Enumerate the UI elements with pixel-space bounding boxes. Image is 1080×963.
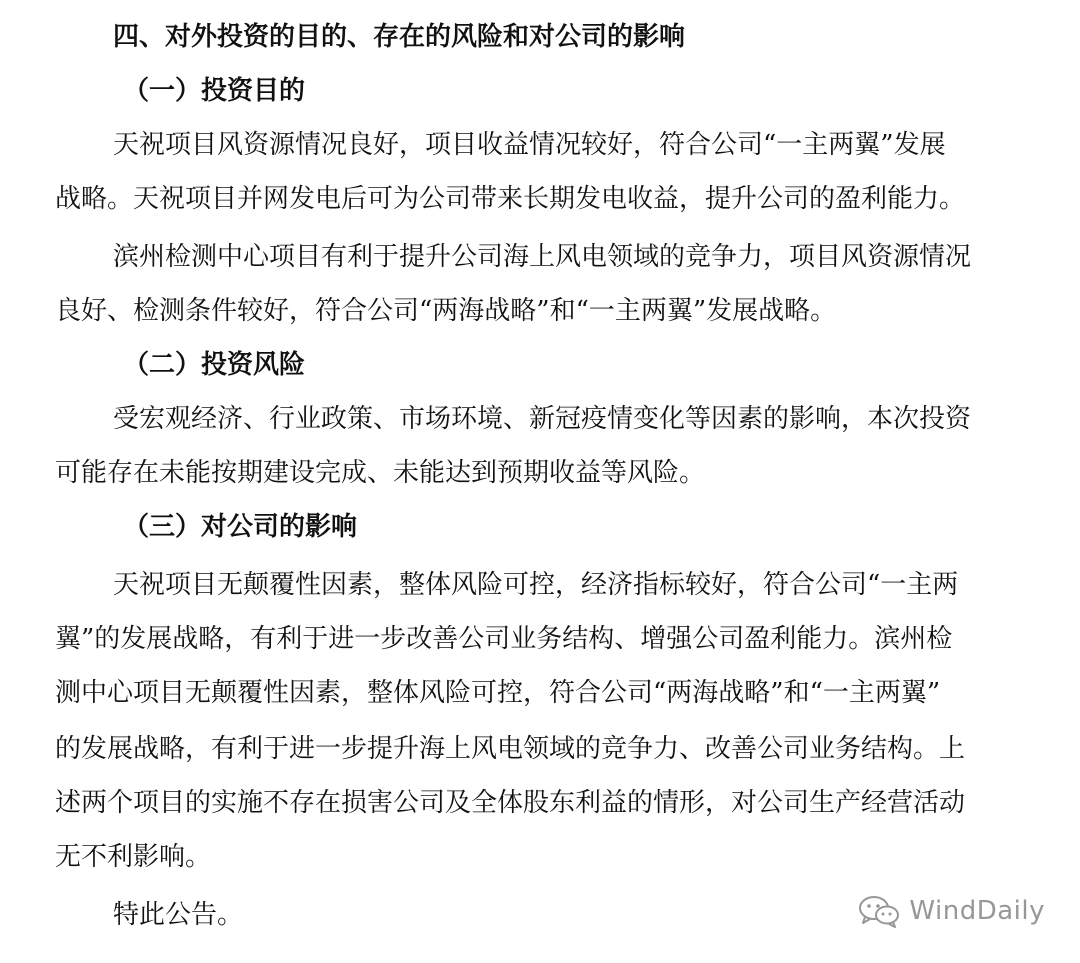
subsection-heading-risk: （二）投资风险 bbox=[123, 350, 306, 380]
paragraph-line: 天祝项目风资源情况良好，项目收益情况较好，符合公司“一主两翼”发展 bbox=[113, 130, 946, 160]
subsection-heading-impact: （三）对公司的影响 bbox=[123, 512, 358, 542]
paragraph-line: 滨州检测中心项目有利于提升公司海上风电领域的竞争力，项目风资源情况 bbox=[113, 242, 972, 272]
paragraph-line: 天祝项目无颠覆性因素，整体风险可控，经济指标较好，符合公司“一主两 bbox=[113, 570, 959, 600]
paragraph-line: 战略。天祝项目并网发电后可为公司带来长期发电收益，提升公司的盈利能力。 bbox=[55, 184, 966, 214]
paragraph-line: 述两个项目的实施不存在损害公司及全体股东利益的情形，对公司生产经营活动 bbox=[55, 788, 966, 818]
watermark bbox=[857, 894, 1045, 928]
wechat-icon bbox=[857, 894, 901, 928]
section-heading: 四、对外投资的目的、存在的风险和对公司的影响 bbox=[113, 22, 686, 52]
paragraph-line: 翼”的发展战略，有利于进一步改善公司业务结构、增强公司盈利能力。滨州检 bbox=[55, 624, 953, 654]
paragraph-line: 可能存在未能按期建设完成、未能达到预期收益等风险。 bbox=[55, 458, 706, 488]
watermark-text: WindDaily bbox=[909, 896, 1045, 926]
paragraph-line: 的发展战略，有利于进一步提升海上风电领域的竞争力、改善公司业务结构。上 bbox=[55, 734, 966, 764]
paragraph-line: 无不利影响。 bbox=[55, 842, 212, 872]
closing-line: 特此公告。 bbox=[113, 900, 244, 930]
subsection-heading-purpose: （一）投资目的 bbox=[123, 76, 306, 106]
paragraph-line: 受宏观经济、行业政策、市场环境、新冠疫情变化等因素的影响，本次投资 bbox=[113, 404, 972, 434]
paragraph-line: 测中心项目无颠覆性因素，整体风险可控，符合公司“两海战略”和“一主两翼” bbox=[55, 678, 941, 708]
paragraph-line: 良好、检测条件较好，符合公司“两海战略”和“一主两翼”发展战略。 bbox=[55, 296, 837, 326]
